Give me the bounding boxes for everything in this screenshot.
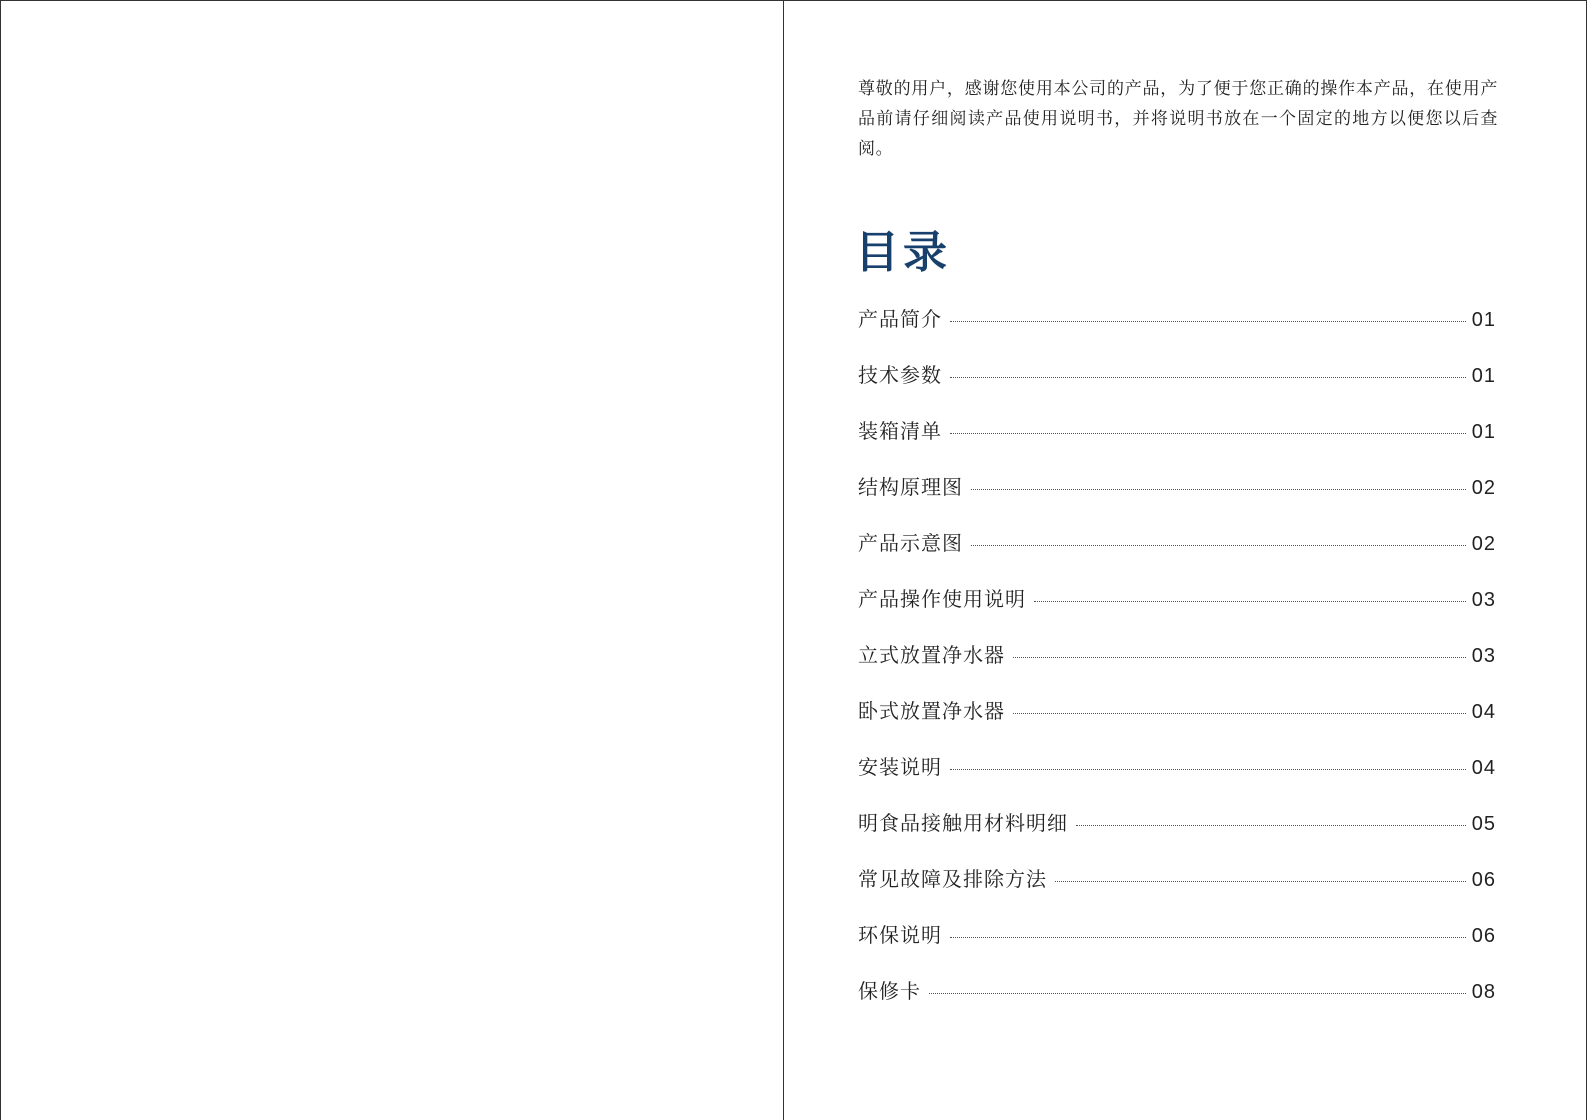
toc-item-food-contact-materials[interactable] — [858, 801, 1496, 857]
toc-leader-dots — [950, 320, 1466, 322]
toc-item-installation[interactable] — [858, 745, 1496, 801]
toc-item-label: 产品操作使用说明 — [858, 587, 1026, 611]
toc-item-label: 明食品接触用材料明细 — [858, 811, 1068, 835]
right-page — [785, 1, 1587, 1120]
toc-item-page: 03 — [1471, 645, 1496, 667]
toc-item-label: 环保说明 — [858, 923, 942, 947]
toc-item-label: 保修卡 — [858, 979, 921, 1003]
toc-item-page: 01 — [1471, 365, 1496, 387]
toc-item-operation-guide[interactable] — [858, 577, 1496, 633]
toc-title: 目录 — [855, 227, 951, 278]
toc-item-vertical-purifier[interactable] — [858, 633, 1496, 689]
toc-item-page: 05 — [1471, 813, 1496, 835]
left-page-blank — [0, 1, 784, 1120]
toc-item-warranty-card[interactable] — [858, 969, 1496, 1025]
toc-item-troubleshooting[interactable] — [858, 857, 1496, 913]
toc-item-label: 产品示意图 — [858, 531, 963, 555]
toc-item-label: 常见故障及排除方法 — [858, 867, 1047, 891]
toc-leader-dots — [950, 768, 1466, 770]
toc-item-label: 技术参数 — [858, 363, 942, 387]
toc-item-tech-params[interactable] — [858, 353, 1496, 409]
toc-item-label: 结构原理图 — [858, 475, 963, 499]
toc-leader-dots — [1076, 824, 1466, 826]
toc-item-page: 06 — [1471, 869, 1496, 891]
toc-leader-dots — [950, 936, 1466, 938]
toc-item-page: 04 — [1471, 701, 1496, 723]
toc-leader-dots — [1013, 712, 1466, 714]
toc-leader-dots — [1055, 880, 1466, 882]
toc-item-environmental[interactable] — [858, 913, 1496, 969]
toc-item-page: 03 — [1471, 589, 1496, 611]
toc-leader-dots — [950, 432, 1466, 434]
toc-leader-dots — [971, 544, 1466, 546]
toc-item-packing-list[interactable] — [858, 409, 1496, 465]
toc-item-label: 卧式放置净水器 — [858, 699, 1005, 723]
toc-leader-dots — [1013, 656, 1466, 658]
toc-item-structure-diagram[interactable] — [858, 465, 1496, 521]
toc-item-page: 04 — [1471, 757, 1496, 779]
toc-item-horizontal-purifier[interactable] — [858, 689, 1496, 745]
toc-leader-dots — [950, 376, 1466, 378]
toc-item-label: 产品简介 — [858, 307, 942, 331]
toc-item-product-intro[interactable] — [858, 297, 1496, 353]
toc-leader-dots — [1034, 600, 1466, 602]
toc-item-label: 安装说明 — [858, 755, 942, 779]
toc-item-page: 08 — [1471, 981, 1496, 1003]
toc-item-page: 02 — [1471, 477, 1496, 499]
toc-item-page: 06 — [1471, 925, 1496, 947]
toc-item-label: 装箱清单 — [858, 419, 942, 443]
toc-list — [858, 297, 1496, 1025]
toc-leader-dots — [971, 488, 1466, 490]
toc-item-page: 01 — [1471, 421, 1496, 443]
toc-item-product-diagram[interactable] — [858, 521, 1496, 577]
toc-item-page: 02 — [1471, 533, 1496, 555]
toc-item-page: 01 — [1471, 309, 1496, 331]
toc-item-label: 立式放置净水器 — [858, 643, 1005, 667]
intro-paragraph: 尊敬的用户，感谢您使用本公司的产品，为了便于您正确的操作本产品，在使用产品前请仔细阅读产品使用说明书，并将说明书放在一个固定的地方以便您以后查阅。 — [858, 79, 1498, 159]
toc-leader-dots — [929, 992, 1466, 994]
